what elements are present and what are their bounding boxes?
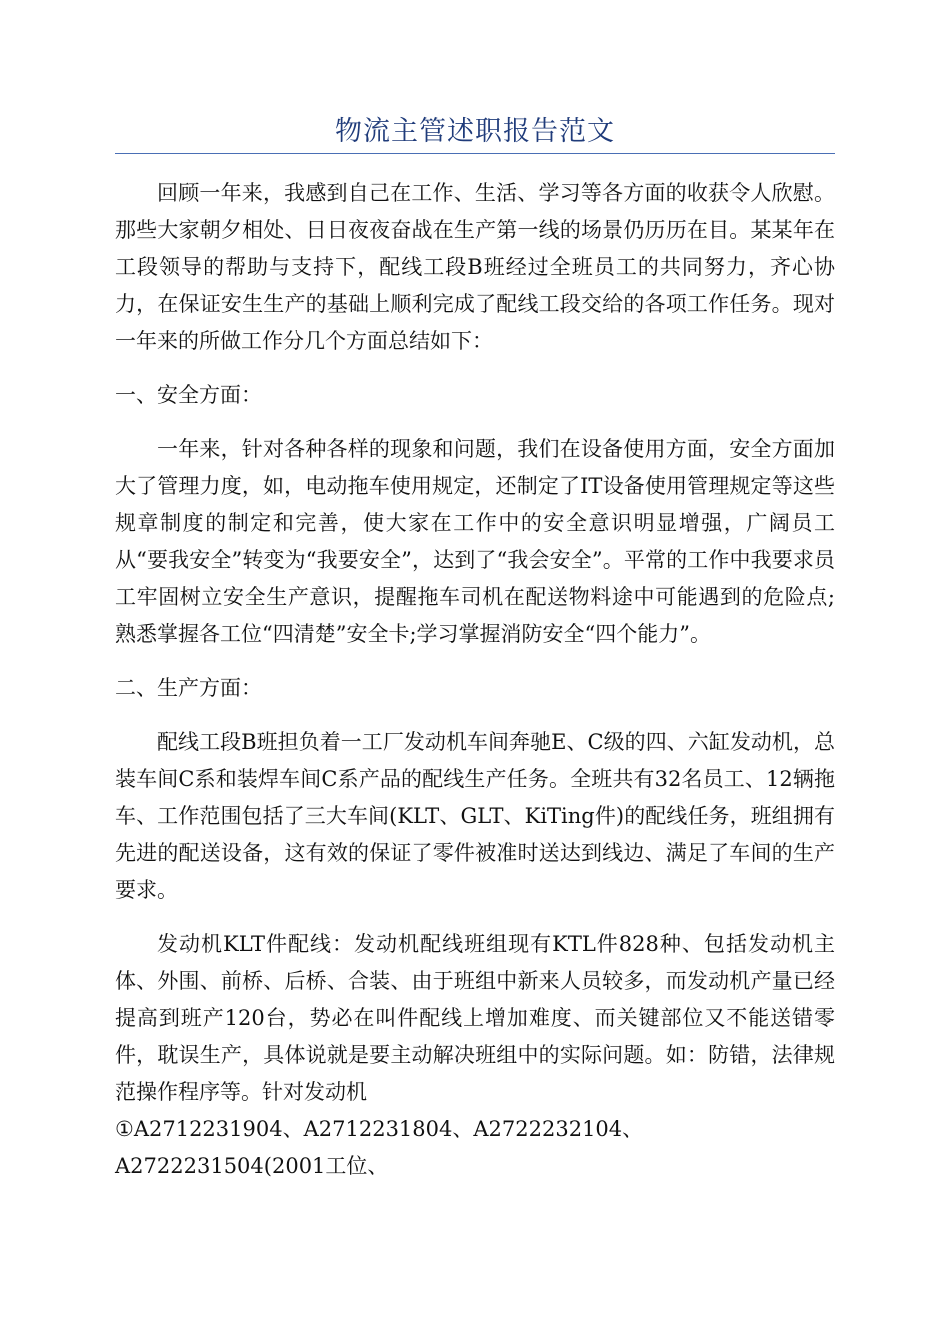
document-body	[115, 175, 835, 1202]
paragraph-safety: 一年来，针对各种各样的现象和问题，我们在设备使用方面，安全方面加大了管理力度，如，电动拖车使用规定，还制定了IT设备使用管理规定等这些规章制度的制定和完善，使大家在工作中的安全意识明显增强，广阔员工从“要我安全”转变为“我要安全”，达到了“我会安全”。平常的工作中我要求员工牢固树立安全生产意识，提醒拖车司机在配送物料途中可能遇到的危险点;熟悉掌握各工位“四清楚”安全卡;学习掌握消防安全“四个能力”。	[115, 437, 835, 646]
paragraph-part-numbers: ①A2712231904、A2712231804、A2722232104、A2722231504(2001工位、	[115, 1117, 644, 1178]
document-title: 物流主管述职报告范文	[335, 116, 615, 147]
paragraph-production: 配线工段B班担负着一工厂发动机车间奔驰E、C级的四、六缸发动机，总装车间C系和装焊车间C系产品的配线生产任务。全班共有32名员工、12辆拖车、工作范围包括了三大车间(KLT、GLT、KiTing件)的配线任务，班组拥有先进的配送设备，这有效的保证了零件被准时送达到线边、满足了车间的生产要求。	[115, 730, 835, 902]
title-underline	[115, 153, 835, 154]
paragraph-engine-klt: 发动机KLT件配线：发动机配线班组现有KTL件828种、包括发动机主体、外围、前桥、后桥、合装、由于班组中新来人员较多，而发动机产量已经提高到班产120台，势必在叫件配线上增加难度、而关键部位又不能送错零件，耽误生产，具体说就是要主动解决班组中的实际问题。如：防错，法律规范操作程序等。针对发动机	[115, 932, 835, 1104]
paragraph-intro: 回顾一年来，我感到自己在工作、生活、学习等各方面的收获令人欣慰。那些大家朝夕相处、日日夜夜奋战在生产第一线的场景仍历历在目。某某年在工段领导的帮助与支持下，配线工段B班经过全班员工的共同努力，齐心协力，在保证安生生产的基础上顺利完成了配线工段交给的各项工作任务。现对一年来的所做工作分几个方面总结如下：	[115, 181, 835, 353]
section-heading-production: 二、生产方面：	[115, 676, 262, 700]
section-heading-safety: 一、安全方面：	[115, 383, 262, 407]
